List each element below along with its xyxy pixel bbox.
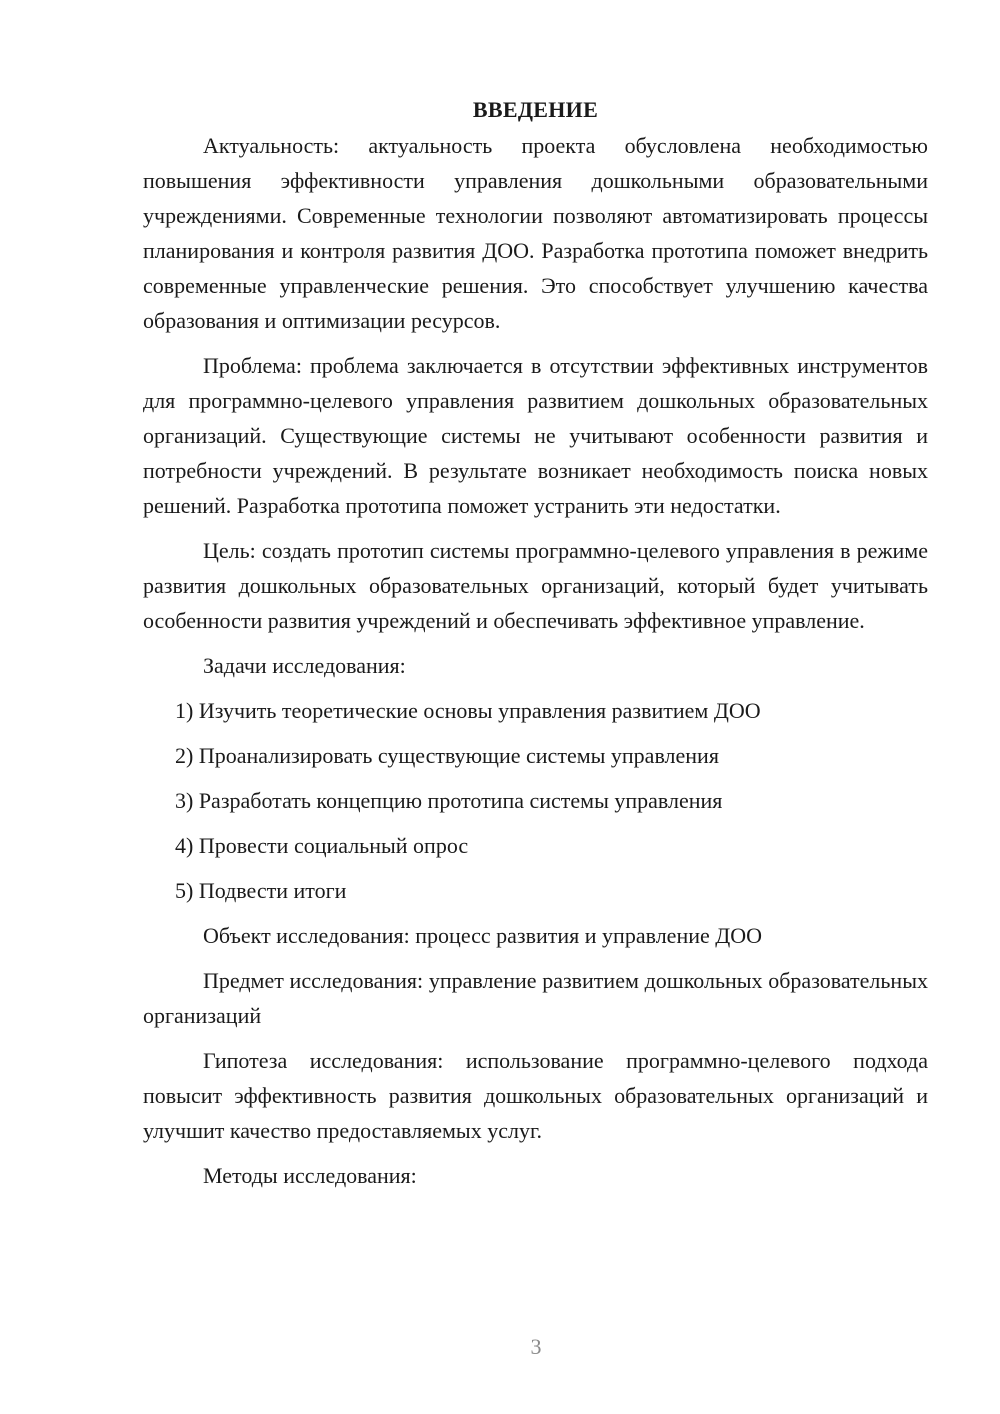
hypothesis-paragraph: Гипотеза исследования: использование программно-целевого подхода повысит эффективность развития дошкольных образовательных организаций и улучшит качество предоставляемых услуг.: [143, 1048, 928, 1143]
subject-paragraph: Предмет исследования: управление развитием дошкольных образовательных организаций: [143, 968, 928, 1028]
section-title: ВВЕДЕНИЕ: [472, 97, 599, 122]
page-number: 3: [530, 1334, 542, 1359]
task-item: 2) Проанализировать существующие системы управления: [175, 743, 719, 768]
object-paragraph: Объект исследования: процесс развития и управление ДОО: [203, 923, 763, 948]
goal-paragraph: Цель: создать прототип системы программно-целевого управления в режиме развития дошкольных образовательных организаций, который будет учитывать особенности развития учреждений и обеспечивать эффективное управление.: [143, 538, 928, 633]
task-item: 3) Разработать концепцию прототипа системы управления: [175, 788, 723, 813]
task-item: 1) Изучить теоретические основы управления развитием ДОО: [175, 698, 761, 723]
task-item: 4) Провести социальный опрос: [175, 833, 469, 858]
tasks-heading: Задачи исследования:: [203, 653, 406, 678]
relevance-paragraph: Актуальность: актуальность проекта обусловлена необходимостью повышения эффективности управления дошкольными образовательными учреждениями. Современные технологии позволяют автоматизировать процессы планирования и контроля развития ДОО. Разработка прототипа поможет внедрить современные управленческие решения. Это способствует улучшению качества образования и оптимизации ресурсов.: [143, 133, 928, 333]
problem-paragraph: Проблема: проблема заключается в отсутствии эффективных инструментов для программно-целевого управления развитием дошкольных образовательных организаций. Существующие системы не учитывают особенности развития и потребности учреждений. В результате возникает необходимость поиска новых решений. Разработка прототипа поможет устранить эти недостатки.: [143, 353, 928, 518]
task-item: 5) Подвести итоги: [175, 878, 347, 903]
page-content: [143, 92, 928, 1203]
tasks-list: [143, 693, 928, 908]
methods-paragraph: Методы исследования:: [203, 1163, 417, 1188]
